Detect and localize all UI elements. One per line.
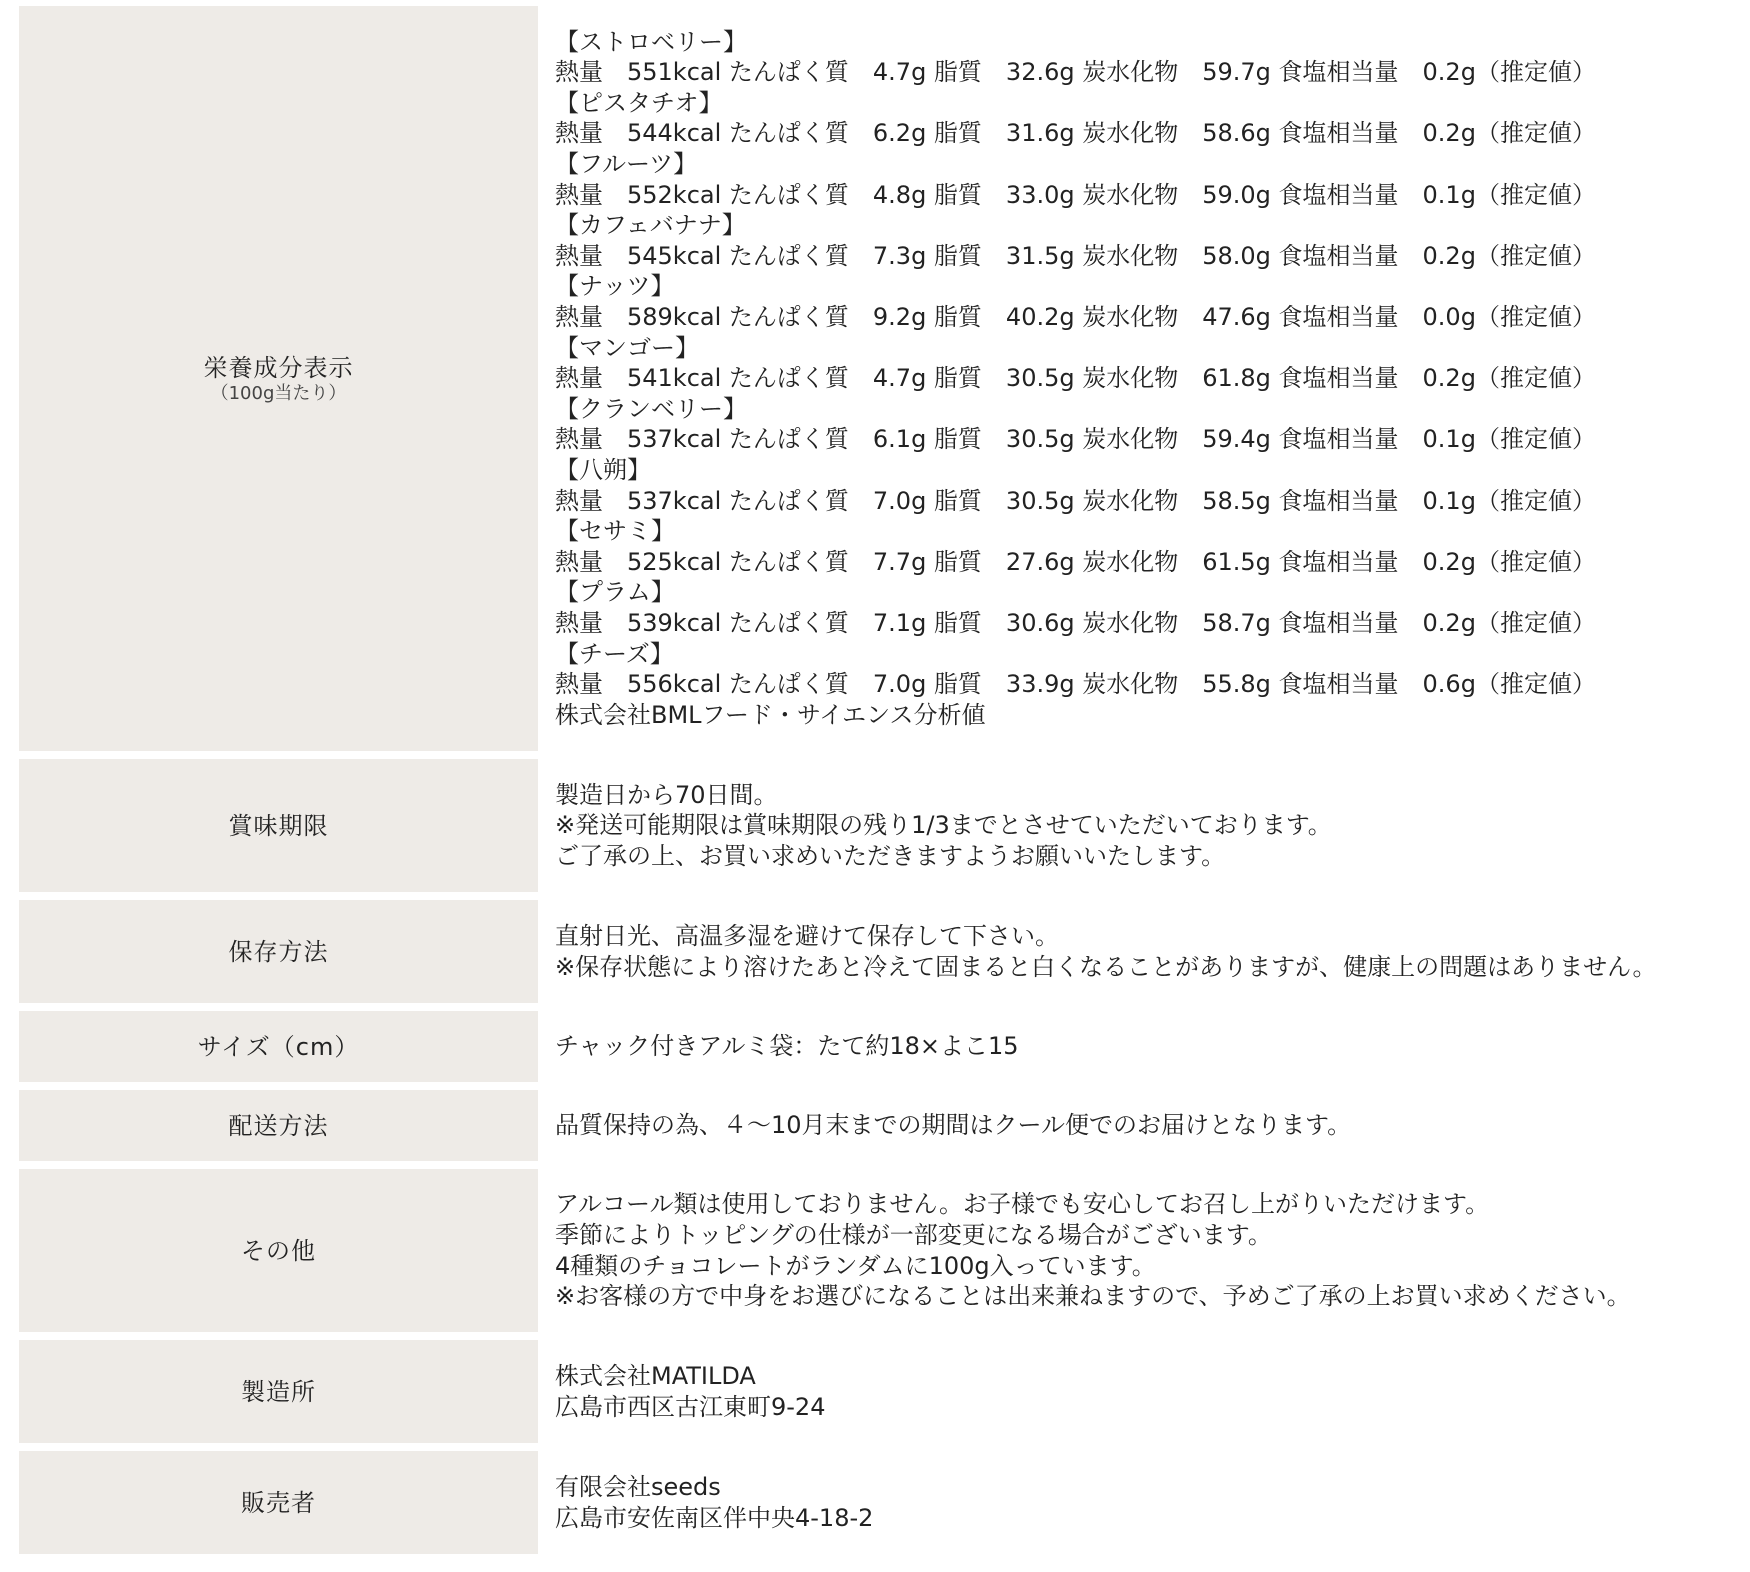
nutrition-values: 熱量 541kcal たんぱく質 4.7g 脂質 30.5g 炭水化物 61.8g 食塩相当量 0.2g（推定値）	[555, 364, 1596, 393]
flavor-name: 【ピスタチオ】	[555, 88, 723, 117]
other-line: 季節によりトッピングの仕様が一部変更になる場合がございます。	[555, 1220, 1272, 1249]
row-maker	[19, 1340, 1739, 1443]
nutrition-values: 熱量 539kcal たんぱく質 7.1g 脂質 30.6g 炭水化物 58.7g 食塩相当量 0.2g（推定値）	[555, 608, 1596, 637]
nutrition-label: 栄養成分表示	[203, 353, 354, 382]
maker-company: 株式会社MATILDA	[555, 1361, 756, 1390]
expiry-line: ご了承の上、お買い求めいただきますようお願いいたします。	[555, 841, 1226, 870]
flavor-name: 【ストロベリー】	[555, 27, 747, 56]
flavor-name: 【ナッツ】	[555, 272, 675, 301]
storage-label: 保存方法	[228, 937, 329, 966]
expiry-value-cell	[538, 759, 1739, 892]
expiry-label: 賞味期限	[228, 811, 329, 840]
expiry-line: 製造日から70日間。	[555, 780, 778, 809]
storage-label-cell	[19, 900, 538, 1003]
nutrition-values: 熱量 537kcal たんぱく質 6.1g 脂質 30.5g 炭水化物 59.4g 食塩相当量 0.1g（推定値）	[555, 425, 1596, 454]
size-line: チャック付きアルミ袋：たて約18×よこ15	[555, 1032, 1019, 1061]
seller-company: 有限会社seeds	[555, 1472, 721, 1501]
flavor-name: 【カフェバナナ】	[555, 211, 746, 240]
other-value-cell	[538, 1169, 1739, 1332]
flavor-name: 【八朔】	[555, 455, 651, 484]
nutrition-sublabel: （100g当たり）	[210, 382, 347, 404]
nutrition-values: 熱量 544kcal たんぱく質 6.2g 脂質 31.6g 炭水化物 58.6g 食塩相当量 0.2g（推定値）	[555, 119, 1596, 148]
nutrition-values: 熱量 545kcal たんぱく質 7.3g 脂質 31.5g 炭水化物 58.0g 食塩相当量 0.2g（推定値）	[555, 241, 1596, 270]
delivery-line: 品質保持の為、４～10月末までの期間はクール便でのお届けとなります。	[555, 1111, 1352, 1140]
row-storage	[19, 900, 1739, 1003]
storage-value-cell	[538, 900, 1739, 1003]
other-label-cell	[19, 1169, 538, 1332]
expiry-line: ※発送可能期限は賞味期限の残り1/3までとさせていただいております。	[555, 811, 1332, 840]
row-nutrition	[19, 6, 1739, 751]
maker-label: 製造所	[241, 1377, 316, 1406]
nutrition-values: 熱量 525kcal たんぱく質 7.7g 脂質 27.6g 炭水化物 61.5g 食塩相当量 0.2g（推定値）	[555, 547, 1596, 576]
seller-address: 広島市安佐南区伴中央4-18-2	[555, 1503, 874, 1532]
flavor-name: 【セサミ】	[555, 517, 675, 546]
other-line: ※お客様の方で中身をお選びになることは出来兼ねますので、予めご了承の上お買い求めください。	[555, 1282, 1631, 1311]
delivery-label: 配送方法	[228, 1111, 329, 1140]
nutrition-values: 熱量 552kcal たんぱく質 4.8g 脂質 33.0g 炭水化物 59.0g 食塩相当量 0.1g（推定値）	[555, 180, 1596, 209]
other-line: 4種類のチョコレートがランダムに100g入っています。	[555, 1251, 1156, 1280]
expiry-label-cell	[19, 759, 538, 892]
maker-value-cell	[538, 1340, 1739, 1443]
size-label: サイズ（cm）	[197, 1032, 360, 1061]
row-expiry	[19, 759, 1739, 892]
storage-line: 直射日光、高温多湿を避けて保存して下さい。	[555, 921, 1059, 950]
seller-value-cell	[538, 1451, 1739, 1554]
storage-line: ※保存状態により溶けたあと冷えて固まると白くなることがありますが、健康上の問題はありません。	[555, 952, 1657, 981]
nutrition-list	[555, 27, 1739, 731]
row-other	[19, 1169, 1739, 1332]
size-value-cell	[538, 1011, 1739, 1082]
size-label-cell	[19, 1011, 538, 1082]
row-size	[19, 1011, 1739, 1082]
other-line: アルコール類は使用しておりません。お子様でも安心してお召し上がりいただけます。	[555, 1190, 1490, 1219]
nutrition-label-cell	[19, 6, 538, 751]
delivery-label-cell	[19, 1090, 538, 1161]
flavor-name: 【プラム】	[555, 578, 675, 607]
nutrition-values: 熱量 589kcal たんぱく質 9.2g 脂質 40.2g 炭水化物 47.6g 食塩相当量 0.0g（推定値）	[555, 303, 1596, 332]
product-spec-table	[19, 6, 1739, 1562]
nutrition-source: 株式会社BMLフード・サイエンス分析値	[555, 700, 986, 729]
seller-label-cell	[19, 1451, 538, 1554]
flavor-name: 【クランベリー】	[555, 394, 747, 423]
maker-address: 広島市西区古江東町9-24	[555, 1392, 826, 1421]
maker-label-cell	[19, 1340, 538, 1443]
flavor-name: 【マンゴー】	[555, 333, 699, 362]
row-delivery	[19, 1090, 1739, 1161]
nutrition-value-cell	[538, 6, 1739, 751]
nutrition-values: 熱量 556kcal たんぱく質 7.0g 脂質 33.9g 炭水化物 55.8g 食塩相当量 0.6g（推定値）	[555, 670, 1596, 699]
other-label: その他	[241, 1236, 316, 1265]
seller-label: 販売者	[241, 1488, 316, 1517]
nutrition-values: 熱量 551kcal たんぱく質 4.7g 脂質 32.6g 炭水化物 59.7g 食塩相当量 0.2g（推定値）	[555, 58, 1596, 87]
flavor-name: 【フルーツ】	[555, 150, 698, 179]
flavor-name: 【チーズ】	[555, 639, 674, 668]
nutrition-values: 熱量 537kcal たんぱく質 7.0g 脂質 30.5g 炭水化物 58.5g 食塩相当量 0.1g（推定値）	[555, 486, 1596, 515]
row-seller	[19, 1451, 1739, 1554]
delivery-value-cell	[538, 1090, 1739, 1161]
